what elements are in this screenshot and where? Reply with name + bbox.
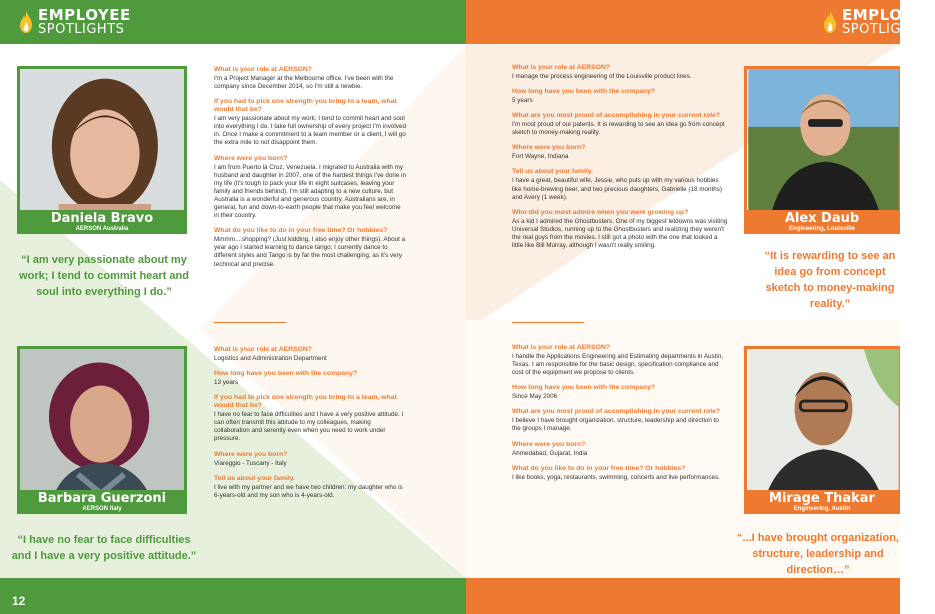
logo-word-employee: EMPLOYEE (842, 6, 935, 24)
question: What is your role at AERSON? (214, 66, 312, 73)
answer: As a kid I admired the Ghostbusters. One of my biggest letdowns was visiting Universal Studios, running up to the Ghostbusters and realizing they weren't the real guys from the movies. I still got a photo with the one that looked a little like Bill Murray, although I wasn't really smiling. (512, 217, 728, 250)
question: Where were you born? (214, 450, 288, 458)
answer: I handle the Applications Engineering and Estimating departments in Austin, Texas. I am responsible for the basic design, specification compliance and cost of the equipment we propose to clients. (512, 353, 724, 377)
namebar-barbara (17, 490, 187, 514)
photo-daniela (17, 66, 187, 234)
question: Where were you born? (512, 144, 586, 152)
question: What is your role at AERSON? (512, 344, 610, 351)
answer: Viareggio - Tuscany - Italy (214, 459, 287, 467)
logo-word-employee: EMPLOYEE (38, 6, 131, 24)
question: How long have you been with the company? (512, 384, 656, 392)
qa-alex (512, 64, 728, 250)
flame-icon (18, 10, 34, 34)
quote-daniela: “I am very passionate about my work; I tend to commit heart and soul into everything I do.” (19, 254, 189, 298)
question: What is your role at AERSON? (214, 346, 312, 353)
profile-name: Barbara Guerzoni (37, 491, 167, 506)
quote-barbara: “I have no fear to face difficulties and I have a very positive attitude.” (11, 534, 197, 562)
answer: I am very passionate about my work; I tend to commit heart and soul into everything I do. I take full ownership of every project I'm involved in. Once I make a commitment to a team member or a client, I will go the extra mile to not disappoint them. (214, 115, 406, 147)
answer: I'm a Project Manager at the Melbourne office. I've been with the company since December 2014, so I'm still a newbie. (214, 75, 394, 91)
profile-subtitle: Engineering, Louisville (789, 226, 855, 232)
question: Tell us about your family. (214, 474, 295, 482)
logo-word-spotlights: SPOTLIGHTS (38, 22, 125, 37)
question: Who did you most admire when you were growing up? (512, 208, 689, 216)
question: Where were you born? (214, 154, 288, 162)
answer: 5 years (512, 97, 533, 105)
logo-left (18, 8, 131, 36)
qa-mirage (512, 344, 728, 482)
profile-name: Daniela Bravo (50, 211, 154, 226)
question: How long have you been with the company? (214, 370, 358, 378)
divider (512, 322, 584, 323)
question: What do you like to do in your free time? Or hobbies? (214, 227, 388, 235)
question: What is your role at AERSON? (512, 64, 610, 71)
answer: Since May 2006 (512, 393, 558, 401)
answer: I live with my partner and we have two children: my daughter who is 6-years-old and my son who is 4-years-old. (214, 483, 403, 499)
question: Tell us about your family. (512, 168, 593, 176)
qa-daniela (214, 66, 406, 269)
question: How long have you been with the company? (512, 88, 656, 96)
answer: I like books, yoga, restaurants, swimming, concerts and live performances. (512, 473, 720, 481)
profile-name: Mirage Thakar (769, 491, 875, 506)
namebar-daniela (17, 210, 187, 234)
footer-bar-right (466, 578, 900, 614)
question: If you had to pick one strength you bring to a team, what would that be? (214, 98, 397, 114)
answer: I have a great, beautiful wife, Jessie, who puts up with my various hobbies like home-brewing beer, and two precious daughters, Gabrielle (18 months) and Avery (1 week). (512, 177, 723, 201)
answer: 13 years (214, 379, 239, 387)
quote-mirage: “...I have brought organization, structure, leadership and direction…” (737, 532, 899, 576)
answer: Logistics and Administration Department (214, 355, 327, 362)
quote-alex: “It is rewarding to see an idea go from concept sketch to money-making reality.” (764, 250, 896, 310)
photo-alex (744, 66, 900, 234)
question: What are you most proud of accomplishing in your current role? (512, 408, 721, 416)
profile-name: Alex Daub (784, 211, 860, 226)
namebar-alex (744, 210, 900, 234)
answer: I have no fear to face difficulties and I have a very positive attitude. I can often transmit this attitude to my colleagues, making collaboration and serenity even when you need to work under pressure. (214, 411, 404, 443)
flame-icon (822, 10, 838, 34)
photo-mirage (744, 346, 900, 514)
logo-word-spotlights: SPOTLIGHTS (842, 22, 929, 37)
namebar-mirage (744, 490, 900, 514)
question: What are you most proud of accomplishing in your current role? (512, 112, 721, 120)
photo-barbara (17, 346, 187, 514)
answer: I manage the process engineering of the Louisville product lines. (512, 73, 692, 80)
answer: Mmmm....shopping? (Just kidding, I also enjoy other things). About a year ago I started learning to dance tango; I currently dance to different styles and Tango is by far the most challenging, as it's very technical and precise. (214, 236, 406, 268)
question: Where were you born? (512, 440, 586, 448)
logo-right (822, 8, 935, 36)
question: If you had to pick one strength you bring to a team, what would that be? (214, 394, 397, 410)
page-number: 12 (12, 594, 26, 608)
question: What do you like to do in your free time? Or hobbies? (512, 464, 686, 472)
profile-subtitle: AERSON Australia (75, 226, 129, 232)
profile-subtitle: AERSON Italy (82, 506, 122, 512)
answer: I'm most proud of our patents. It is rewarding to see an idea go from concept sketch to money-making reality. (512, 121, 725, 137)
footer-bar-left (0, 578, 466, 614)
answer: Ahmedabad, Gujarat, India (512, 449, 588, 457)
answer: I believe I have brought organization, structure, leadership and direction to the groups I manage. (512, 417, 719, 433)
profile-subtitle: Engineering, Austin (793, 506, 851, 512)
answer: Fort Wayne, Indiana (512, 153, 569, 161)
divider (214, 322, 286, 323)
answer: I am from Puerto la Cruz, Venezuela. I migrated to Australia with my husband and daughter in 2007, one of the hardest things I've done in my life (it's tough to pack your life in eight suitcases, leaving your family and friends behind). I'm still adapting to a new culture, but Australia is a wonderful and generous country. Australians are, in general, fun and down-to-earth people that make you feel welcome in their country. (214, 163, 407, 220)
qa-barbara (214, 346, 406, 500)
